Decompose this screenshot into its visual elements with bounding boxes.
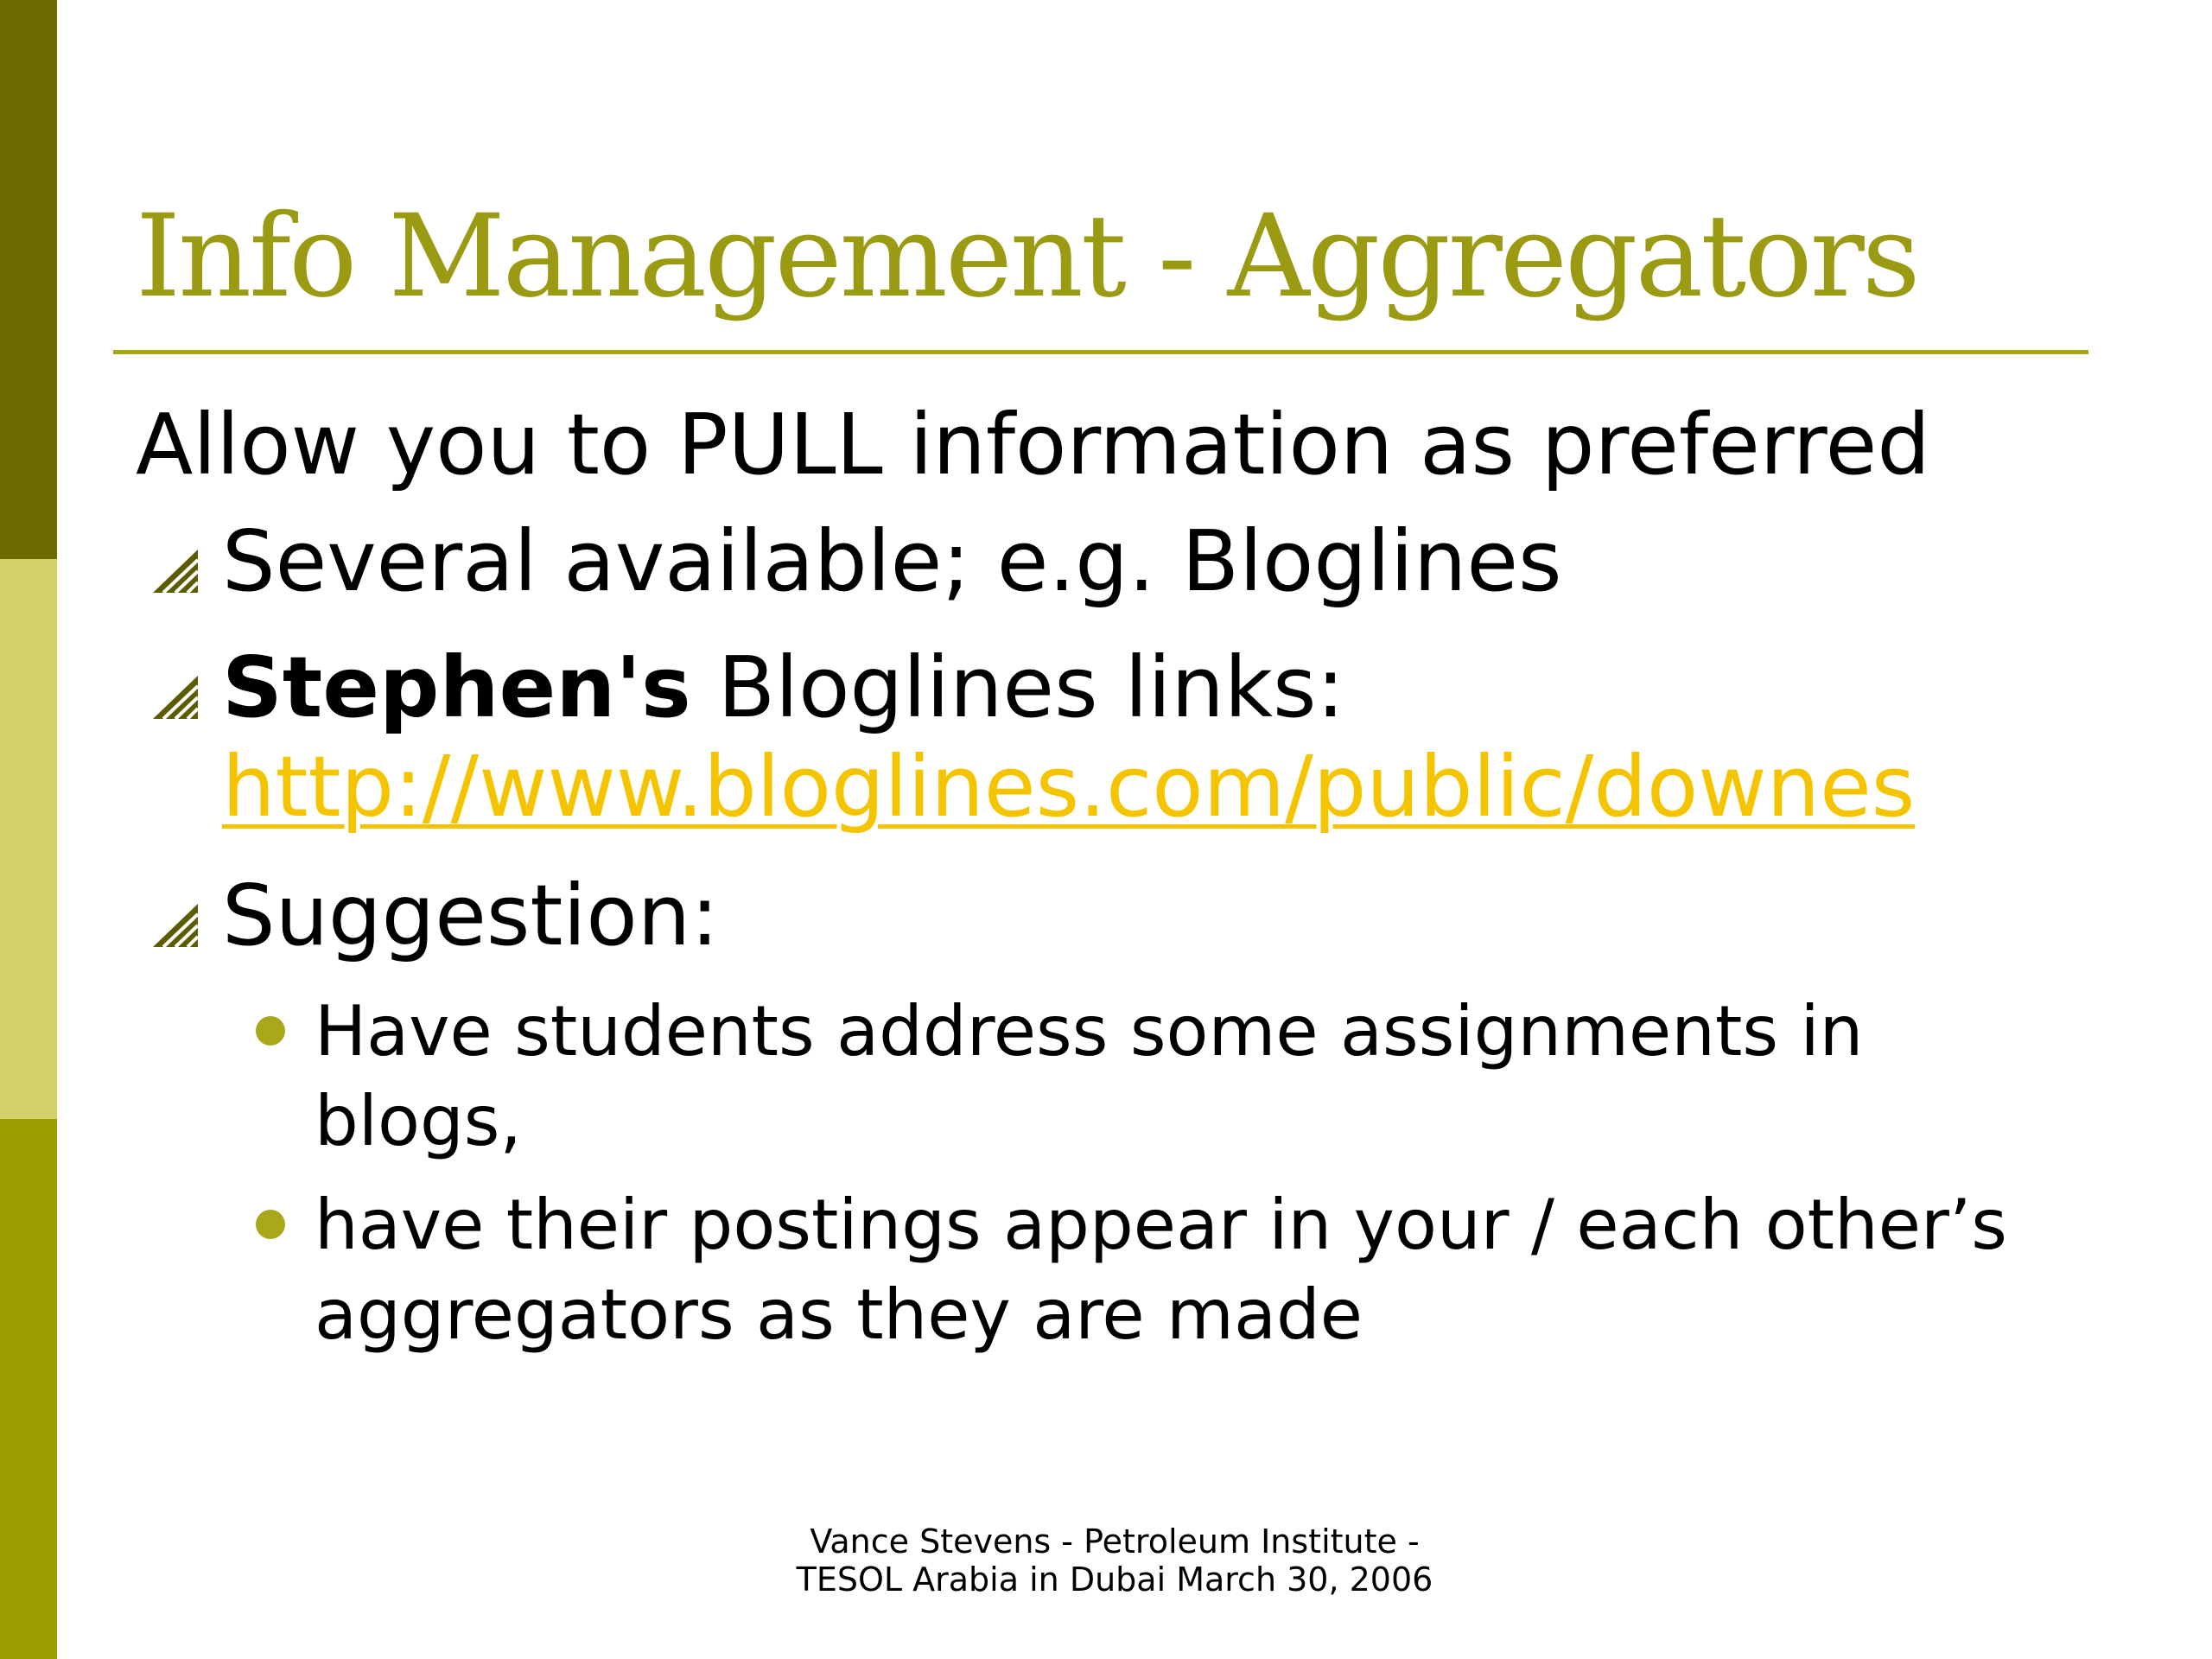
round-bullet-icon <box>256 1210 285 1239</box>
list-item-text: Suggestion: <box>222 867 719 964</box>
list-item-2 <box>151 638 1915 836</box>
intro-text: Allow you to PULL information as preferred <box>136 396 1930 493</box>
sub-list-item-1 <box>256 987 2086 1166</box>
sub-list-item-2 <box>256 1180 2086 1360</box>
bloglines-link[interactable]: http://www.bloglines.com/public/downes <box>222 738 1916 836</box>
list-item-bold-text: Stephen's <box>222 639 691 736</box>
slide-title: Info Management - Aggregators <box>136 190 1918 323</box>
title-divider <box>113 350 2088 354</box>
list-item-text: Bloglines links: <box>690 639 1345 736</box>
slide-footer <box>553 1522 1676 1599</box>
list-item-text: Several available; e.g. Bloglines <box>222 512 1562 610</box>
footer-line-1: Vance Stevens - Petroleum Institute - <box>810 1522 1420 1560</box>
sub-list-item-text: Have students address some assignments in blogs, <box>315 991 1864 1161</box>
list-item-1 <box>151 512 1562 611</box>
side-band-bottom <box>0 1119 57 1659</box>
sub-list-item-text: have their postings appear in your / each other’s aggregators as they are made <box>315 1185 2007 1355</box>
side-band-top <box>0 0 57 559</box>
striped-arrow-icon <box>151 546 200 594</box>
side-band-middle <box>0 559 57 1119</box>
round-bullet-icon <box>256 1016 285 1046</box>
list-item-content <box>222 638 1915 836</box>
striped-arrow-icon <box>151 900 200 949</box>
footer-line-2: TESOL Arabia in Dubai March 30, 2006 <box>796 1560 1433 1599</box>
striped-arrow-icon <box>151 672 200 721</box>
list-item-3 <box>151 866 719 965</box>
